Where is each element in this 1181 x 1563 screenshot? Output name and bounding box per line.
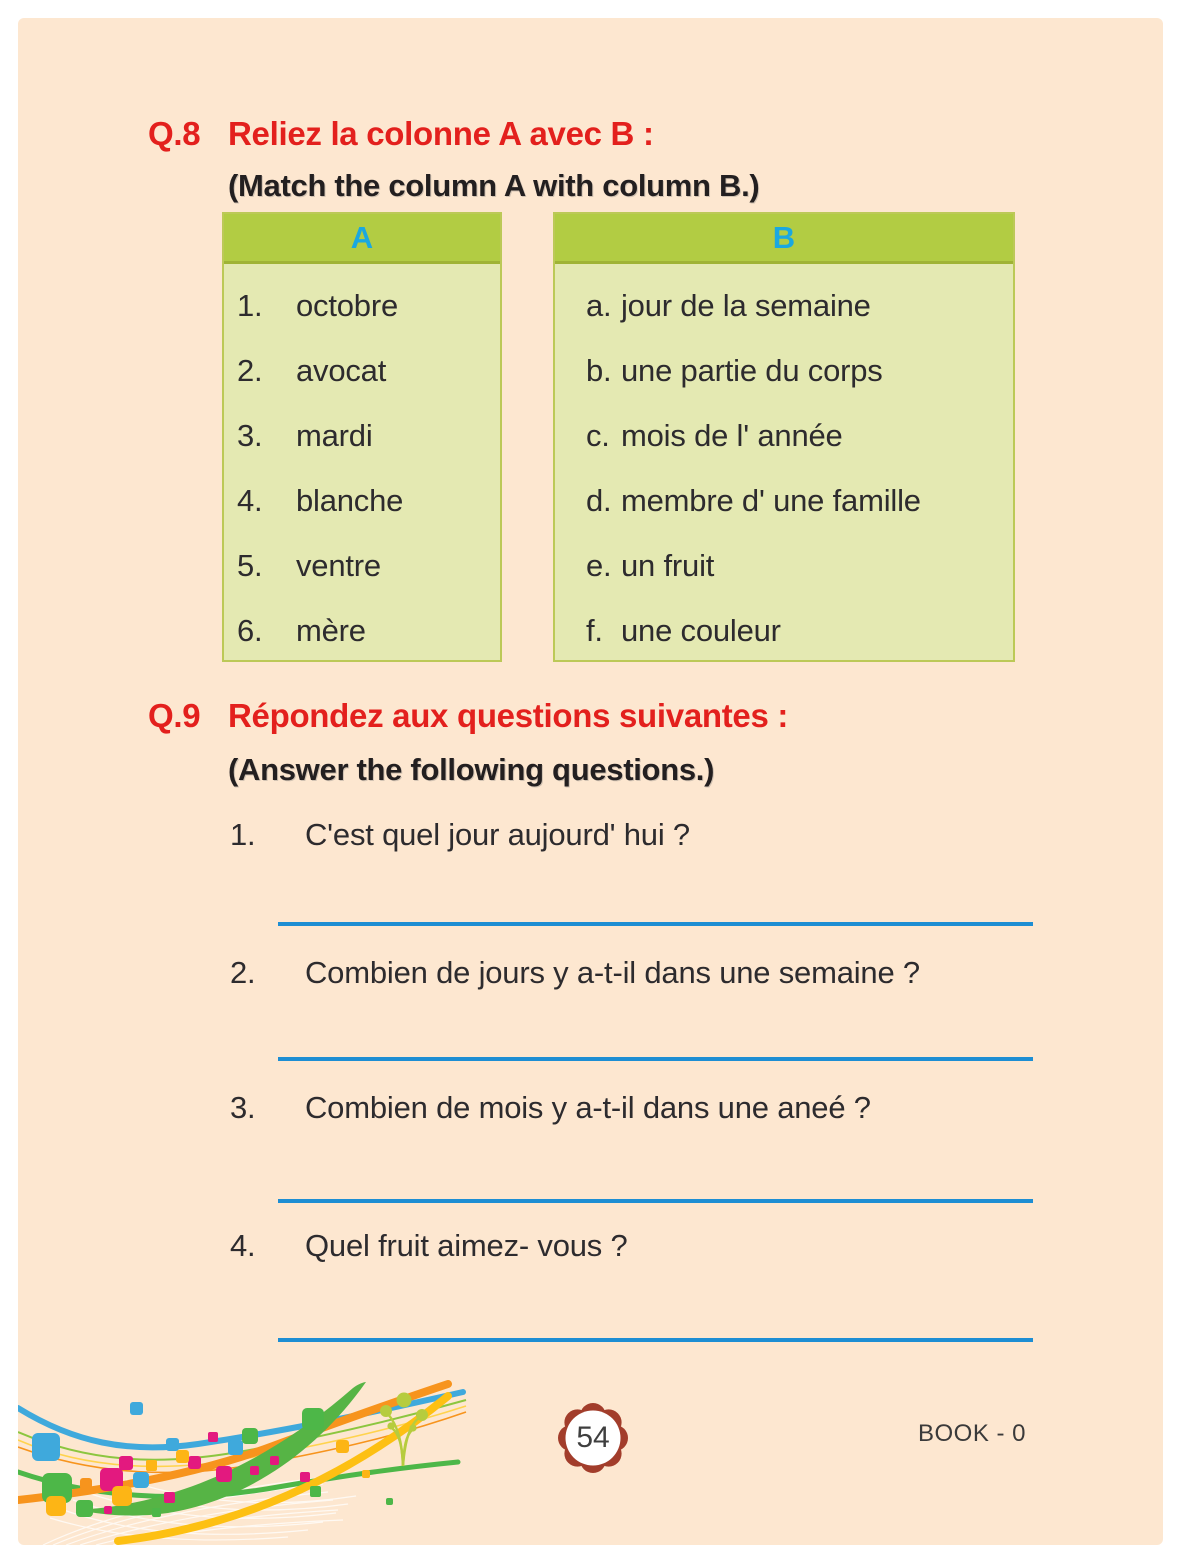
row-text: ventre: [296, 547, 381, 583]
row-text: un fruit: [621, 547, 715, 583]
row-number: 4.: [237, 482, 263, 518]
table-b-body: [555, 264, 1013, 663]
question-number: 4.: [230, 1228, 256, 1263]
page-number: 54: [576, 1421, 610, 1454]
table-row: [224, 403, 500, 468]
row-text: membre d' une famille: [621, 482, 921, 518]
q8-label: Q.8: [148, 115, 201, 152]
row-text: octobre: [296, 287, 398, 323]
question-text: C'est quel jour aujourd' hui ?: [305, 817, 690, 852]
answer-line: [278, 1338, 1033, 1342]
row-letter: b.: [586, 352, 612, 388]
row-number: 5.: [237, 547, 263, 583]
q8-title-en: (Match the column A with column B.): [228, 168, 760, 203]
row-text: mère: [296, 612, 366, 648]
match-table-b: [553, 212, 1015, 662]
row-number: 2.: [237, 352, 263, 388]
table-row: [224, 273, 500, 338]
row-number: 3.: [237, 417, 263, 453]
q8-title-fr: Reliez la colonne A avec B :: [228, 115, 654, 152]
question-item: [230, 1228, 628, 1264]
book-label: BOOK - 0: [918, 1420, 1027, 1447]
row-letter: e.: [586, 547, 612, 583]
row-text: une couleur: [621, 612, 781, 648]
table-row: [555, 598, 1013, 663]
q9-heading: [148, 697, 788, 735]
answer-line: [278, 922, 1033, 926]
workbook-page: [18, 18, 1163, 1545]
q9-label: Q.9: [148, 697, 201, 734]
table-b-header: B: [555, 214, 1013, 264]
table-row: [555, 403, 1013, 468]
question-text: Combien de jours y a-t-il dans une semaine ?: [305, 955, 920, 990]
row-text: mois de l' année: [621, 417, 843, 453]
row-letter: f.: [586, 612, 603, 648]
table-a-header: A: [224, 214, 500, 264]
row-text: blanche: [296, 482, 404, 518]
q8-heading: [148, 115, 654, 153]
row-letter: a.: [586, 287, 612, 323]
row-text: jour de la semaine: [621, 287, 871, 323]
question-number: 1.: [230, 817, 256, 852]
q9-title-fr: Répondez aux questions suivantes :: [228, 697, 789, 734]
question-item: [230, 1090, 871, 1126]
table-row: [224, 338, 500, 403]
q9-title-en: (Answer the following questions.): [228, 752, 715, 787]
answer-line: [278, 1199, 1033, 1203]
table-row: [224, 598, 500, 663]
row-text: une partie du corps: [621, 352, 883, 388]
table-row: [555, 468, 1013, 533]
table-row: [555, 273, 1013, 338]
table-row: [555, 338, 1013, 403]
row-number: 6.: [237, 612, 263, 648]
confetti-swoosh-art-icon: [18, 1380, 470, 1545]
row-number: 1.: [237, 287, 263, 323]
question-number: 3.: [230, 1090, 256, 1125]
row-text: avocat: [296, 352, 387, 388]
row-letter: d.: [586, 482, 612, 518]
match-table-a: [222, 212, 502, 662]
question-item: [230, 817, 690, 853]
answer-line: [278, 1057, 1033, 1061]
table-row: [224, 533, 500, 598]
question-number: 2.: [230, 955, 256, 990]
table-a-body: [224, 264, 500, 663]
page-number-badge: [553, 1398, 633, 1478]
question-text: Combien de mois y a-t-il dans une aneé ?: [305, 1090, 871, 1125]
row-letter: c.: [586, 417, 610, 453]
table-row: [224, 468, 500, 533]
question-item: [230, 955, 920, 991]
row-text: mardi: [296, 417, 373, 453]
table-row: [555, 533, 1013, 598]
question-text: Quel fruit aimez- vous ?: [305, 1228, 628, 1263]
